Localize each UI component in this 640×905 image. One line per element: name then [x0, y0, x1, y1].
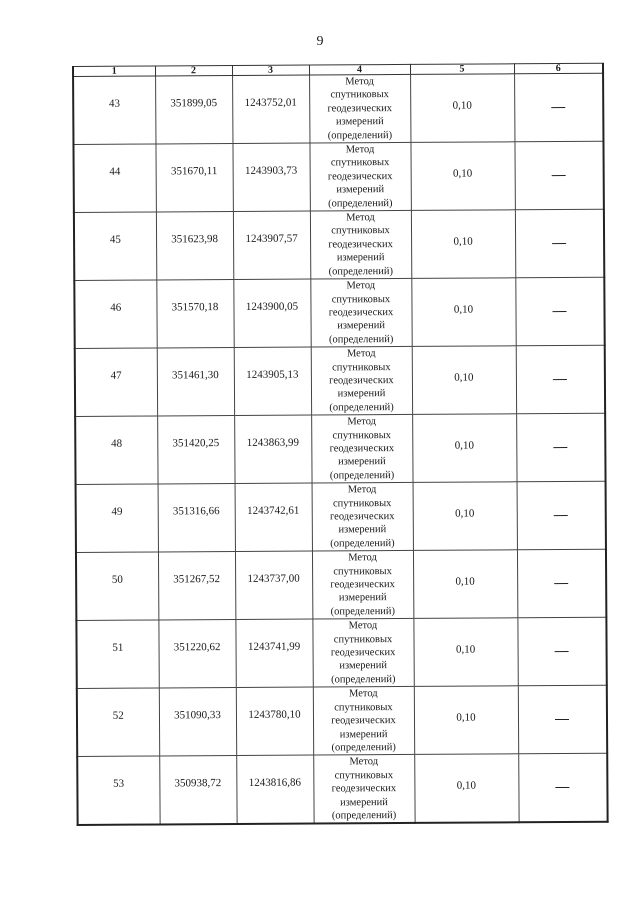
dash-mark — [555, 651, 569, 652]
dash-mark — [554, 515, 568, 516]
method-line: геодезических — [330, 579, 395, 591]
x-coordinate-cell — [159, 688, 236, 757]
method-line: измерений — [336, 252, 385, 264]
description-cell — [517, 549, 606, 618]
method-line: (определений) — [327, 129, 393, 142]
method-cell — [312, 551, 413, 620]
method-line: геодезических — [329, 443, 395, 455]
method-line: Метод — [346, 280, 376, 292]
accuracy-cell-text: 0,10 — [454, 439, 474, 452]
method-line: (определений) — [331, 741, 396, 754]
x-coordinate-cell — [159, 756, 236, 825]
table-row — [75, 413, 605, 484]
point-number-cell — [73, 144, 155, 213]
accuracy-cell-text: 0,10 — [453, 303, 474, 316]
y-coordinate-cell-text: 1243905,13 — [246, 368, 299, 382]
point-number-cell-text: 45 — [109, 233, 121, 246]
method-line: спутниковых — [330, 89, 389, 101]
dash-mark — [555, 719, 569, 720]
point-number-cell — [75, 416, 157, 485]
y-coordinate-cell-text: 1243903,73 — [244, 164, 298, 177]
description-cell — [515, 209, 604, 278]
y-coordinate-cell-text: 1243816,86 — [248, 776, 302, 790]
method-line: измерений — [336, 184, 385, 196]
x-coordinate-cell-text: 350938,72 — [174, 777, 222, 790]
point-number-cell-text: 51 — [112, 641, 124, 655]
method-line: Метод — [345, 144, 375, 156]
x-coordinate-cell-text: 351267,52 — [173, 573, 221, 586]
method-line: Метод — [348, 552, 377, 564]
method-line: геодезических — [327, 170, 393, 183]
method-line: измерений — [340, 796, 388, 808]
dash-mark — [554, 447, 568, 448]
method-line: Метод — [349, 756, 379, 768]
point-number-cell — [73, 76, 155, 145]
point-number-cell — [76, 552, 158, 621]
accuracy-cell — [413, 618, 517, 687]
method-line: (определений) — [329, 401, 394, 414]
accuracy-cell — [412, 346, 516, 415]
point-number-cell — [76, 620, 158, 689]
method-line: измерений — [338, 456, 386, 468]
x-coordinate-cell — [155, 144, 232, 213]
x-coordinate-cell — [156, 212, 233, 281]
method-line: геодезических — [328, 238, 393, 251]
table-row — [73, 73, 603, 144]
accuracy-cell — [411, 210, 515, 279]
table-body — [73, 73, 608, 825]
method-line: (определений) — [330, 537, 395, 550]
method-line: спутниковых — [333, 565, 392, 578]
accuracy-cell — [414, 686, 518, 755]
y-coordinate-cell — [232, 143, 309, 212]
method-line: измерений — [337, 320, 385, 332]
y-coordinate-cell-text: 1243907,57 — [245, 232, 298, 246]
method-cell — [309, 142, 410, 211]
y-coordinate-cell-text: 1243741,99 — [247, 640, 301, 654]
method-cell — [311, 347, 412, 416]
coordinates-table — [72, 63, 609, 827]
method-line: Метод — [345, 76, 374, 88]
description-cell — [514, 73, 603, 142]
method-line: Метод — [346, 212, 375, 224]
description-cell — [518, 686, 607, 755]
column-header: 6 — [514, 63, 603, 74]
method-line: геодезических — [329, 374, 394, 387]
y-coordinate-cell — [233, 279, 310, 348]
point-number-cell-text: 46 — [110, 301, 122, 314]
method-line: спутниковых — [331, 225, 390, 237]
method-cell — [310, 279, 411, 348]
method-cell — [311, 415, 412, 484]
method-cell — [312, 619, 413, 688]
description-cell — [518, 754, 607, 823]
y-coordinate-cell — [235, 483, 312, 552]
y-coordinate-cell — [236, 755, 313, 824]
accuracy-cell — [413, 482, 517, 551]
table-row — [76, 617, 606, 688]
point-number-cell-text: 53 — [113, 778, 125, 791]
method-line: спутниковых — [332, 361, 391, 373]
y-coordinate-cell-text: 1243742,61 — [247, 504, 300, 518]
description-cell — [516, 413, 605, 482]
accuracy-cell-text: 0,10 — [455, 575, 475, 588]
dash-mark — [553, 311, 567, 312]
x-coordinate-cell-text: 351461,30 — [171, 369, 219, 382]
description-cell — [515, 277, 604, 346]
point-number-cell-text: 49 — [111, 505, 123, 518]
column-header: 4 — [309, 64, 410, 75]
description-cell — [516, 345, 605, 414]
method-line: спутниковых — [331, 293, 391, 305]
y-coordinate-cell — [233, 211, 310, 280]
x-coordinate-cell — [156, 280, 233, 349]
page-number: 9 — [316, 34, 324, 49]
method-line: спутниковых — [334, 769, 394, 782]
description-cell — [514, 141, 603, 210]
column-header: 5 — [410, 64, 514, 75]
table-row — [74, 277, 604, 348]
x-coordinate-cell-text: 351623,98 — [171, 233, 218, 246]
accuracy-cell-text: 0,10 — [453, 167, 473, 180]
method-line: геодезических — [328, 306, 394, 319]
method-line: (определений) — [331, 673, 396, 686]
dash-mark — [552, 175, 566, 176]
point-number-cell-text: 50 — [111, 573, 123, 587]
method-line: (определений) — [328, 333, 394, 346]
method-line: (определений) — [329, 469, 395, 482]
x-coordinate-cell-text: 351570,18 — [171, 301, 219, 314]
method-line: измерений — [335, 116, 384, 128]
method-cell — [312, 483, 413, 552]
y-coordinate-cell-text: 1243752,01 — [244, 96, 297, 109]
method-line: спутниковых — [333, 633, 393, 646]
y-coordinate-cell — [234, 347, 311, 416]
x-coordinate-cell — [158, 552, 235, 621]
x-coordinate-cell-text: 351220,62 — [173, 641, 221, 654]
y-coordinate-cell-text: 1243737,00 — [247, 572, 300, 586]
x-coordinate-cell — [157, 416, 234, 485]
method-line: измерений — [338, 524, 387, 536]
method-line: Метод — [348, 688, 378, 700]
dash-mark — [552, 107, 566, 108]
method-line: спутниковых — [332, 497, 392, 510]
accuracy-cell — [410, 142, 514, 211]
accuracy-cell-text: 0,10 — [456, 779, 477, 792]
table-row — [76, 481, 606, 552]
accuracy-cell — [412, 414, 516, 483]
x-coordinate-cell-text: 351670,11 — [170, 165, 218, 178]
accuracy-cell — [411, 278, 515, 347]
method-line: измерений — [338, 592, 387, 604]
method-line: спутниковых — [332, 429, 392, 441]
method-line: геодезических — [331, 715, 396, 727]
x-coordinate-cell — [155, 76, 232, 145]
y-coordinate-cell — [235, 619, 312, 688]
method-line: Метод — [346, 348, 376, 360]
method-line: измерений — [339, 728, 388, 740]
method-cell — [313, 755, 414, 824]
y-coordinate-cell-text: 1243780,10 — [248, 708, 301, 722]
point-number-cell — [77, 756, 159, 825]
x-coordinate-cell — [157, 348, 234, 417]
method-line: Метод — [347, 484, 377, 496]
method-line: измерений — [337, 388, 386, 400]
dash-mark — [552, 243, 566, 244]
point-number-cell — [77, 688, 159, 757]
y-coordinate-cell-text: 1243863,99 — [246, 436, 299, 450]
point-number-cell-text: 44 — [109, 165, 121, 178]
coordinates-table-wrapper — [72, 63, 607, 827]
y-coordinate-cell — [236, 687, 313, 756]
accuracy-cell-text: 0,10 — [454, 371, 474, 384]
method-line: (определений) — [331, 809, 397, 822]
x-coordinate-cell-text: 351316,66 — [172, 505, 220, 518]
x-coordinate-cell — [158, 620, 235, 689]
method-cell — [313, 687, 414, 756]
column-header: 1 — [73, 66, 155, 77]
method-line: (определений) — [328, 265, 393, 278]
y-coordinate-cell — [235, 551, 312, 620]
accuracy-cell-text: 0,10 — [455, 507, 475, 520]
y-coordinate-cell — [232, 75, 309, 144]
accuracy-cell — [410, 74, 514, 143]
description-cell — [517, 617, 606, 686]
accuracy-cell — [413, 550, 517, 619]
table-row — [73, 141, 603, 212]
column-header: 2 — [155, 66, 232, 76]
method-line: геодезических — [329, 511, 395, 523]
method-line: Метод — [347, 416, 377, 428]
point-number-cell — [75, 348, 157, 417]
table-row — [76, 549, 606, 620]
point-number-cell — [76, 484, 158, 553]
point-number-cell — [74, 280, 156, 349]
point-number-cell — [74, 212, 156, 281]
x-coordinate-cell-text: 351899,05 — [170, 97, 218, 110]
point-number-cell-text: 52 — [112, 709, 124, 723]
accuracy-cell-text: 0,10 — [455, 643, 476, 656]
accuracy-cell — [414, 754, 518, 823]
table-row — [77, 686, 607, 757]
method-line: спутниковых — [330, 157, 390, 169]
method-line: Метод — [348, 620, 378, 632]
method-line: измерений — [339, 660, 388, 672]
method-line: (определений) — [328, 197, 393, 210]
accuracy-cell-text: 0,10 — [452, 99, 472, 112]
table-row — [74, 209, 604, 280]
accuracy-cell-text: 0,10 — [456, 711, 476, 724]
method-line: геодезических — [331, 783, 397, 795]
method-line: спутниковых — [334, 701, 393, 714]
method-cell — [310, 210, 411, 279]
x-coordinate-cell-text: 351420,25 — [172, 437, 220, 450]
dash-mark — [554, 583, 568, 584]
x-coordinate-cell — [158, 484, 235, 553]
x-coordinate-cell-text: 351090,33 — [174, 709, 221, 722]
dash-mark — [553, 379, 567, 380]
method-line: (определений) — [330, 605, 396, 618]
method-line: геодезических — [330, 647, 396, 659]
column-header: 3 — [232, 65, 309, 75]
accuracy-cell-text: 0,10 — [453, 235, 473, 248]
point-number-cell-text: 47 — [110, 369, 122, 382]
table-row — [75, 345, 605, 416]
description-cell — [517, 481, 606, 550]
y-coordinate-cell-text: 1243900,05 — [245, 300, 299, 314]
dash-mark — [556, 787, 570, 788]
table-row — [77, 754, 607, 826]
point-number-cell-text: 43 — [108, 97, 121, 110]
y-coordinate-cell — [234, 415, 311, 484]
point-number-cell-text: 48 — [111, 437, 123, 450]
method-line: геодезических — [327, 102, 393, 115]
method-cell — [309, 74, 410, 143]
